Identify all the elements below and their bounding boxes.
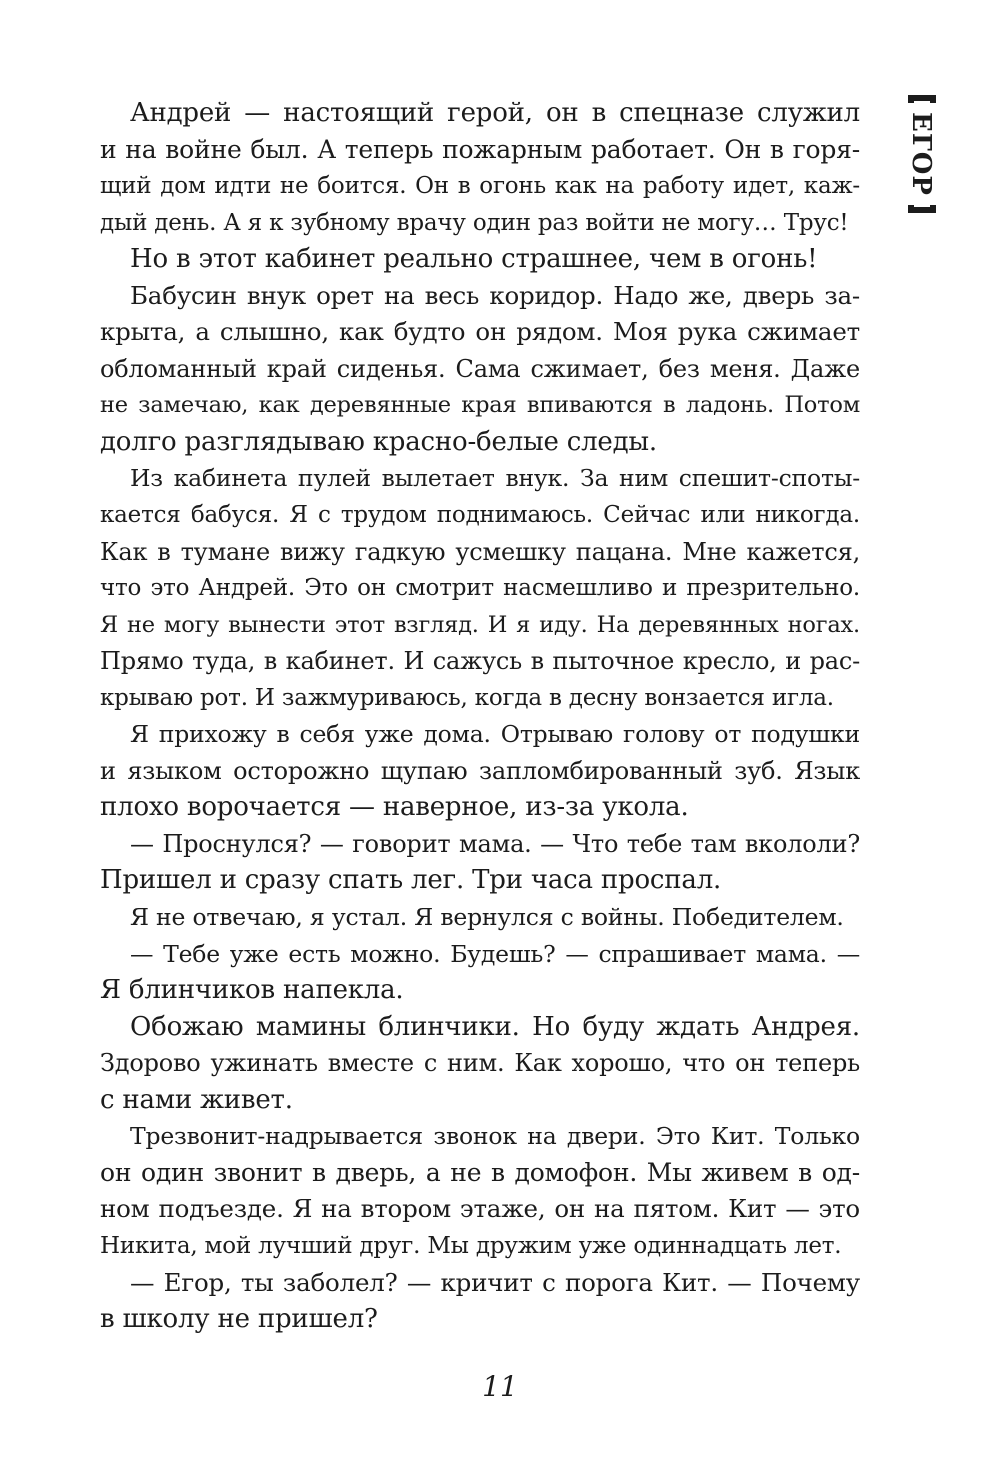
- bracket-bottom: [908, 205, 936, 213]
- text-line: дый день. А я к зубному врачу один раз войти не могу… Трус!: [100, 209, 849, 236]
- text-line: ном подъезде. Я на втором этаже, он на пятом. Кит — это: [100, 1194, 860, 1224]
- text-line: обломанный край сиденья. Сама сжимает, без меня. Даже: [100, 354, 860, 383]
- text-line: плохо ворочается — наверное, из-за укола.: [100, 792, 689, 823]
- text-line: — Проснулся? — говорит мама. — Что тебе там вкололи?: [130, 829, 860, 858]
- text-line: с нами живет.: [100, 1084, 293, 1115]
- text-line: Здорово ужинать вместе с ним. Как хорошо, что он теперь: [100, 1049, 860, 1078]
- text-line: щий дом идти не боится. Он в огонь как на работу идет, каж-: [100, 173, 860, 200]
- text-line: не замечаю, как деревянные края впиваются в ладонь. Потом: [100, 392, 860, 419]
- text-line: Обожаю мамины блинчики. Но буду ждать Андрея.: [130, 1011, 860, 1042]
- chapter-tab-label: ЕГОР: [906, 112, 936, 196]
- text-line: Но в этот кабинет реально страшнее, чем в огонь!: [130, 244, 818, 275]
- text-line: он один звонит в дверь, а не в домофон. Мы живем в од-: [100, 1157, 860, 1187]
- text-line: и на войне был. А теперь пожарным работает. Он в горя-: [100, 134, 860, 164]
- text-line: Я не отвечаю, я устал. Я вернулся с войны. Победителем.: [130, 903, 844, 932]
- text-line: Я блинчиков напекла.: [100, 975, 404, 1006]
- text-line: Как в тумане вижу гадкую усмешку пацана. Мне кажется,: [100, 537, 860, 566]
- text-line: Из кабинета пулей вылетает внук. За ним спешит-споты-: [130, 464, 860, 493]
- text-line: Я прихожу в себя уже дома. Отрываю голову от подушки: [130, 720, 860, 749]
- body-text: [100, 95, 860, 1338]
- text-line: Андрей — настоящий герой, он в спецназе служил: [130, 98, 860, 128]
- text-line: — Егор, ты заболел? — кричит с порога Кит. — Почему: [130, 1267, 860, 1297]
- text-line: и языком осторожно щупаю запломбированный зуб. Язык: [100, 756, 860, 785]
- chapter-tab: [900, 95, 942, 213]
- text-line: Никита, мой лучший друг. Мы дружим уже одиннадцать лет.: [100, 1232, 842, 1259]
- text-line: крыта, а слышно, как будто он рядом. Моя рука сжимает: [100, 317, 860, 347]
- text-line: Пришел и сразу спать лег. Три часа проспал.: [100, 865, 722, 896]
- bracket-top: [908, 95, 936, 103]
- text-line: — Тебе уже есть можно. Будешь? — спрашивает мама. —: [130, 939, 860, 968]
- text-line: кается бабуся. Я с трудом поднимаюсь. Сейчас или никогда.: [100, 502, 860, 529]
- text-line: Прямо туда, в кабинет. И сажусь в пыточное кресло, и рас-: [100, 647, 860, 676]
- text-line: долго разглядываю красно-белые следы.: [100, 426, 657, 457]
- text-line: крываю рот. И зажмуриваюсь, когда в десну вонзается игла.: [100, 684, 834, 711]
- text-line: Трезвонит-надрывается звонок на двери. Это Кит. Только: [130, 1122, 860, 1151]
- page-number: 11: [482, 1370, 518, 1403]
- text-line: что это Андрей. Это он смотрит насмешливо и презрительно.: [100, 575, 860, 602]
- text-line: Бабусин внук орет на весь коридор. Надо же, дверь за-: [130, 280, 860, 310]
- text-line: в школу не пришел?: [100, 1304, 378, 1335]
- text-line: Я не могу вынести этот взгляд. И я иду. На деревянных ногах.: [100, 611, 860, 638]
